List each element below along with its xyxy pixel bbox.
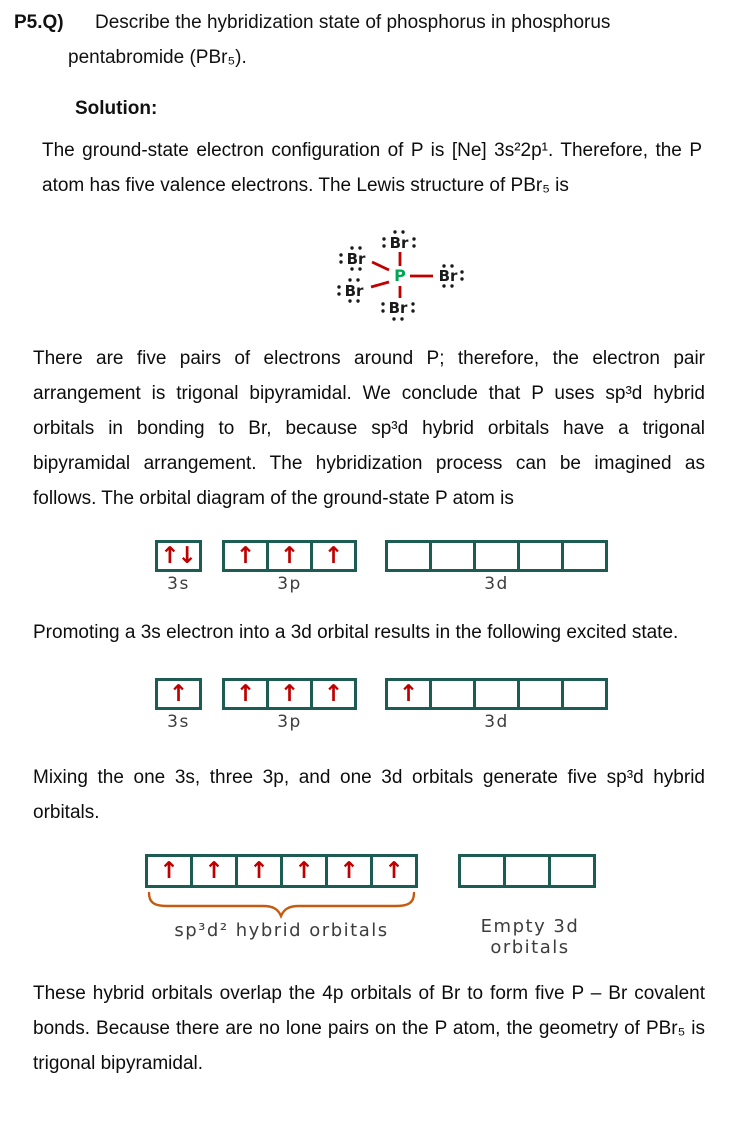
electron-arrows: ↑ xyxy=(398,680,417,707)
lewis-structure-figure xyxy=(0,219,732,327)
orbital-box xyxy=(385,540,432,572)
orbital-box xyxy=(385,678,432,710)
bond-upper-left xyxy=(372,262,389,270)
empty-3d-orbitals-group xyxy=(458,854,596,888)
orbital-box xyxy=(310,678,357,710)
lone-pair-dot xyxy=(460,270,463,273)
electron-arrows: ↑ xyxy=(279,680,298,707)
orbital-box xyxy=(429,540,476,572)
lone-pair-dot xyxy=(382,244,385,247)
orbital-box xyxy=(473,540,520,572)
orbital-label-3s: 3s xyxy=(167,574,190,594)
orbital-box xyxy=(190,854,238,888)
atom-bromine-right: Br xyxy=(438,267,458,285)
orbital-box xyxy=(561,678,608,710)
question-number: P5.Q) xyxy=(14,12,64,33)
question-header xyxy=(0,0,732,36)
orbital-box xyxy=(310,540,357,572)
orbital-label-3d: 3d xyxy=(484,574,509,594)
orbital-box xyxy=(155,678,202,710)
underbrace-icon xyxy=(145,891,418,919)
lone-pair-dot xyxy=(411,302,414,305)
lone-pair-dot xyxy=(381,309,384,312)
lone-pair-dot xyxy=(460,277,463,280)
electron-arrows: ↑ xyxy=(235,542,254,569)
orbital-diagram-excited-state xyxy=(0,678,732,742)
empty-3d-orbitals-label: Empty 3d orbitals xyxy=(480,916,580,958)
orbital-group-3d xyxy=(385,678,608,732)
hybrid-orbitals-label: sp³d² hybrid orbitals xyxy=(174,920,389,941)
electron-arrows: ↑ xyxy=(235,680,254,707)
orbital-box xyxy=(325,854,373,888)
orbital-box xyxy=(266,540,313,572)
atom-bromine-lower-left: Br xyxy=(344,282,364,300)
hybrid-orbitals-group xyxy=(145,854,418,888)
orbital-label-3s: 3s xyxy=(167,712,190,732)
orbital-box xyxy=(561,540,608,572)
lone-pair-dot xyxy=(381,302,384,305)
lone-pair-dot xyxy=(400,317,403,320)
orbital-group-3d xyxy=(385,540,608,594)
orbital-box xyxy=(145,854,193,888)
atom-bromine-top: Br xyxy=(389,234,409,252)
orbital-box xyxy=(235,854,283,888)
lone-pair-dot xyxy=(339,253,342,256)
electron-arrows: ↑ xyxy=(279,542,298,569)
orbital-group-3p xyxy=(222,540,357,594)
lewis-structure-diagram xyxy=(330,219,480,324)
orbital-box xyxy=(429,678,476,710)
orbital-box xyxy=(503,854,551,888)
electron-arrows: ↑ xyxy=(249,857,267,884)
orbital-box xyxy=(222,678,269,710)
lone-pair-dot xyxy=(382,237,385,240)
lone-pair-dot xyxy=(411,309,414,312)
lone-pair-dot xyxy=(392,317,395,320)
electron-arrows: ↑ xyxy=(204,857,222,884)
orbital-label-3p: 3p xyxy=(277,574,302,594)
orbital-label-3d: 3d xyxy=(484,712,509,732)
lone-pair-dot xyxy=(337,285,340,288)
orbital-diagram-hybrid xyxy=(0,854,732,958)
paragraph-promotion: Promoting a 3s electron into a 3d orbital results in the following excited state. xyxy=(33,622,679,643)
orbital-group-3s xyxy=(155,678,202,732)
electron-arrows: ↑ xyxy=(384,857,402,884)
orbital-box xyxy=(473,678,520,710)
orbital-box xyxy=(222,540,269,572)
electron-arrows: ↑ xyxy=(339,857,357,884)
electron-arrows: ↑↓ xyxy=(160,542,195,569)
atom-phosphorus: P xyxy=(394,266,406,285)
atom-bromine-upper-left: Br xyxy=(346,250,366,268)
lone-pair-dot xyxy=(412,244,415,247)
electron-arrows: ↑ xyxy=(323,542,342,569)
paragraph-mixing: Mixing the one 3s, three 3p, and one 3d orbitals generate five sp³d hybrid orbitals. xyxy=(33,767,705,823)
orbital-box xyxy=(370,854,418,888)
electron-arrows: ↑ xyxy=(294,857,312,884)
orbital-group-3p xyxy=(222,678,357,732)
orbital-box xyxy=(155,540,202,572)
orbital-box xyxy=(280,854,328,888)
orbital-box xyxy=(458,854,506,888)
question-text-line1: Describe the hybridization state of phosphorus in phosphorus xyxy=(95,12,611,33)
lone-pair-dot xyxy=(412,237,415,240)
lone-pair-dot xyxy=(337,292,340,295)
question-text-line2: pentabromide (PBr₅). xyxy=(68,47,247,68)
paragraph-electron-configuration: The ground-state electron configuration of P is [Ne] 3s²2p¹. Therefore, the P atom has five valence electrons. The Lewis structure of PBr₅ is xyxy=(42,140,702,196)
electron-arrows: ↑ xyxy=(323,680,342,707)
orbital-label-3p: 3p xyxy=(277,712,302,732)
paragraph-hybridization-explanation: There are five pairs of electrons around P; therefore, the electron pair arrangement is trigonal bipyramidal. We conclude that P uses sp³d hybrid orbitals in bonding to Br, because sp³d hybrid orbitals have a trigonal bipyramidal arrangement. The hybridization process can be imagined as follows. The orbital diagram of the ground-state P atom is xyxy=(33,348,705,509)
paragraph-conclusion: These hybrid orbitals overlap the 4p orbitals of Br to form five P – Br covalent bonds. Because there are no lone pairs on the P atom, the geometry of PBr₅ is trigonal bipyramidal. xyxy=(33,983,705,1074)
orbital-group-3s xyxy=(155,540,202,594)
orbital-box xyxy=(517,540,564,572)
bond-lower-left xyxy=(371,282,389,287)
solution-heading: Solution: xyxy=(75,98,158,119)
orbital-box xyxy=(266,678,313,710)
electron-arrows: ↑ xyxy=(159,857,177,884)
orbital-diagram-ground-state xyxy=(0,540,732,604)
orbital-box xyxy=(517,678,564,710)
orbital-box xyxy=(548,854,596,888)
atom-bromine-bottom: Br xyxy=(388,299,408,317)
electron-arrows: ↑ xyxy=(168,680,187,707)
lone-pair-dot xyxy=(339,260,342,263)
